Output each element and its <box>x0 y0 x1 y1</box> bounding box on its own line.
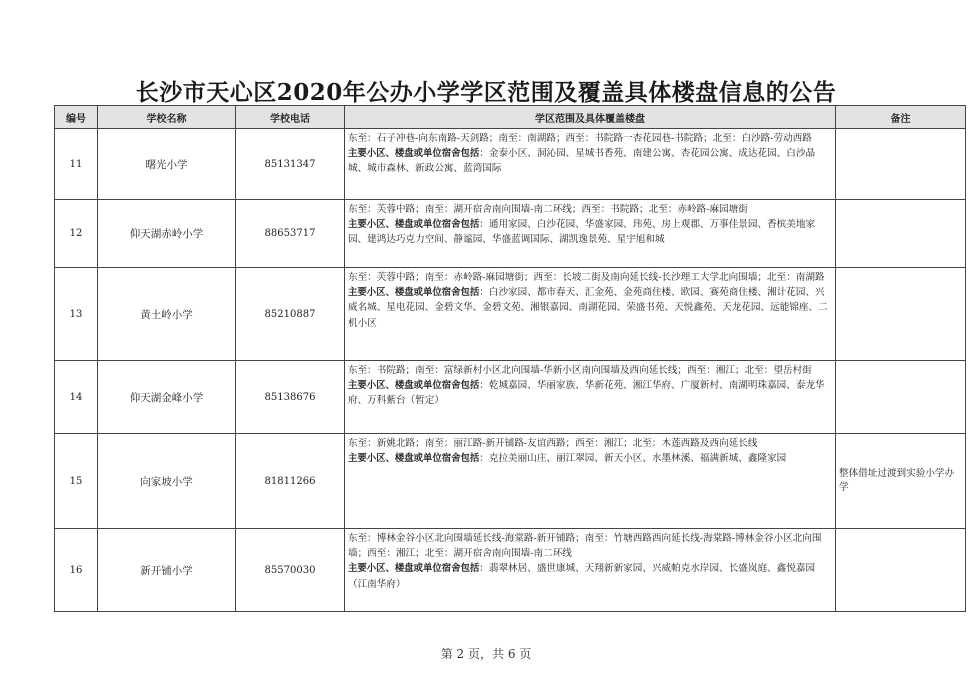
cell-num: 15 <box>55 434 98 529</box>
cell-range <box>345 529 836 612</box>
cell-tel: 85210887 <box>236 268 345 361</box>
table-row <box>55 268 966 361</box>
cell-school-name: 新开铺小学 <box>98 529 236 612</box>
estates-text: ：乾城嘉园、华丽家族、华新花苑、湘江华府、广厦新村、南湖明珠嘉园、泰龙华府、万科紫台（暂定） <box>348 380 825 407</box>
estates-text: ：克拉美丽山庄、丽江翠园、新天小区、水墨林溪、福满新城、鑫隆家园 <box>479 453 787 465</box>
cell-tel: 88653717 <box>236 200 345 268</box>
cell-school-name: 仰天湖赤岭小学 <box>98 200 236 268</box>
estates-label: 主要小区、楼盘或单位宿舍包括 <box>348 453 480 465</box>
cell-range <box>345 434 836 529</box>
cell-school-name: 仰天湖金峰小学 <box>98 361 236 434</box>
cell-note <box>836 361 966 434</box>
estates-label: 主要小区、楼盘或单位宿舍包括 <box>348 148 480 160</box>
cell-school-name: 黄土岭小学 <box>98 268 236 361</box>
header-range: 学区范围及具体覆盖楼盘 <box>345 106 836 129</box>
cell-num: 16 <box>55 529 98 612</box>
estates-text: ：金泰小区、洞沁园、星城书香苑、南建公寓、杏花园公寓、成达花园、白沙晶城、城市森林、新政公寓、蓝湾国际 <box>348 148 816 175</box>
table-row <box>55 361 966 434</box>
table-header-row <box>55 106 966 129</box>
table-row <box>55 529 966 612</box>
boundary-text: 东至：博林金谷小区北向围墙延长线-海棠路-新开铺路；南至：竹塘西路西向延长线-海棠路-博林金谷小区北向围墙；西至：湘江；北至：湖开宿舍南向围墙-南二环线 <box>348 533 822 560</box>
estates-label: 主要小区、楼盘或单位宿舍包括 <box>348 219 480 231</box>
cell-tel: 85570030 <box>236 529 345 612</box>
boundary-text: 东至：书院路；南至：富绿新村小区北向围墙-华新小区南向围墙及西向延长线；西至：湘江；北至：望岳村街 <box>348 365 812 376</box>
cell-num: 14 <box>55 361 98 434</box>
boundary-text: 东至：芙蓉中路；南至：赤岭路-麻园塘街；西至：长坡二街及南向延长线-长沙理工大学北向围墙；北至：南湖路 <box>348 272 825 283</box>
estates-label: 主要小区、楼盘或单位宿舍包括 <box>348 287 480 299</box>
boundary-text: 东至：石子冲巷-向东南路-天剑路；南至：南湖路；西至：书院路一杏花园巷-书院路；北至：白沙路-劳动西路 <box>348 133 812 144</box>
header-name: 学校名称 <box>98 106 236 129</box>
estates-text: ：白沙家园、都市春天、汇金苑、金苑商住楼、欧园、赛苑商住楼、湘计花园、兴威名城、星电花园、金碧文华、金碧文苑、湘银嘉园、南湖花园、荣盛书苑、天悦鑫苑、天龙花园、远能锦座、二机小区 <box>348 287 828 329</box>
cell-note: 整体借址过渡到实验小学办学 <box>836 434 966 529</box>
cell-num: 13 <box>55 268 98 361</box>
cell-num: 11 <box>55 129 98 200</box>
cell-num: 12 <box>55 200 98 268</box>
cell-note <box>836 268 966 361</box>
cell-range <box>345 361 836 434</box>
estates-text: ：翡翠林居、盛世康城、天翔新新家园、兴威帕克水岸园、长盛岚庭、鑫悦嘉园（江南华府） <box>348 563 816 590</box>
header-note: 备注 <box>836 106 966 129</box>
cell-school-name: 曙光小学 <box>98 129 236 200</box>
cell-tel: 85138676 <box>236 361 345 434</box>
school-district-table <box>54 105 966 612</box>
cell-note <box>836 529 966 612</box>
boundary-text: 东至：芙蓉中路；南至：湖开宿舍南向围墙-南二环线；西至：书院路；北至：赤岭路-麻园塘街 <box>348 204 748 215</box>
page-title: 长沙市天心区2020年公办小学学区范围及覆盖具体楼盘信息的公告 <box>135 79 837 106</box>
cell-note <box>836 129 966 200</box>
cell-note <box>836 200 966 268</box>
estates-label: 主要小区、楼盘或单位宿舍包括 <box>348 563 480 575</box>
page-footer: 第 2 页，共 6 页 <box>440 647 532 661</box>
table-row <box>55 434 966 529</box>
cell-range <box>345 268 836 361</box>
cell-range <box>345 129 836 200</box>
cell-tel: 85131347 <box>236 129 345 200</box>
cell-school-name: 向家坡小学 <box>98 434 236 529</box>
cell-range <box>345 200 836 268</box>
cell-tel: 81811266 <box>236 434 345 529</box>
estates-text: ：通用家园、白沙花园、华盛家园、玮苑、房上观郡、万事佳景园、香槟美地家园、建鸿达巧克力空间、静谧园、华盛蓝调国际、湖凯逸景苑、星宇旭和城 <box>348 219 816 246</box>
table-row <box>55 129 966 200</box>
estates-label: 主要小区、楼盘或单位宿舍包括 <box>348 380 480 392</box>
header-tel: 学校电话 <box>236 106 345 129</box>
table-row <box>55 200 966 268</box>
boundary-text: 东至：新姚北路；南至：丽江路-新开铺路-友谊西路；西至：湘江；北至：木莲西路及西向延长线 <box>348 438 758 449</box>
header-num: 编号 <box>55 106 98 129</box>
